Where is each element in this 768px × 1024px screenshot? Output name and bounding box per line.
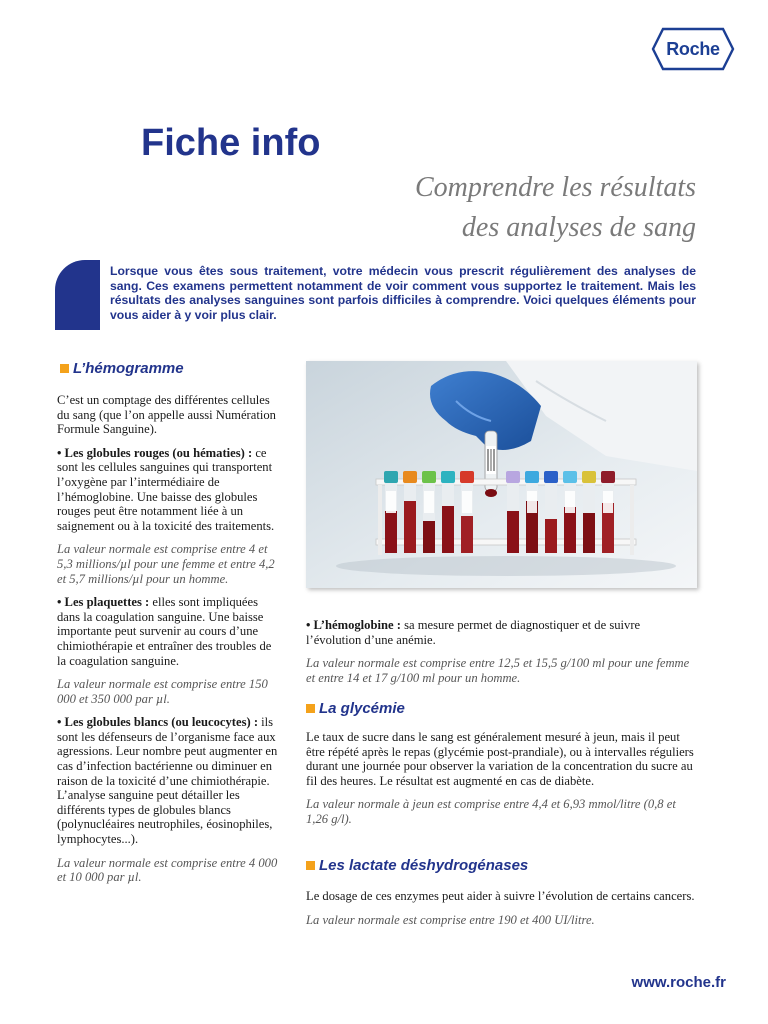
globules-blancs-norm: La valeur normale est comprise entre 4 000 et 10 000 par µl. (57, 855, 278, 885)
ldh-text: Le dosage de ces enzymes peut aider à suivre l’évolution de certains cancers. (306, 889, 695, 903)
globules-rouges-text: ce sont les cellules sanguines qui transportent l’oxygène par l’intermédiaire de l’hémoglobine. Une baisse des globules rouges peut être notamment liée à un saignement ou à la toxicité des traitements. (57, 445, 275, 533)
bullet-square-icon (60, 364, 69, 373)
left-column (57, 393, 281, 894)
glycemie-block (306, 730, 698, 836)
plaquettes-paragraph (57, 595, 281, 668)
hemoglobine-block (306, 618, 698, 694)
heading-text: La glycémie (319, 700, 405, 717)
roche-logo (651, 27, 735, 71)
glycemie-text: Le taux de sucre dans le sang est généralement mesuré à jeun, mais il peut être répété après le repas (glycémie post-prandiale), ou à intervalles réguliers durant une journée pour observer la variation de la concentration du sucre au fil des heures. Le résultat est augmenté en cas de diabète. (306, 730, 694, 788)
plaquettes-label: • Les plaquettes : (57, 595, 150, 610)
section-heading-hemogramme (60, 360, 184, 377)
blood-tubes-photo (306, 361, 697, 588)
bullet-square-icon (306, 704, 315, 713)
subtitle-line-1: Comprendre les résultats (414, 172, 696, 203)
heading-text: L’hémogramme (73, 360, 184, 377)
ldh-block (306, 889, 698, 936)
ldh-norm: La valeur normale est comprise entre 190 et 400 UI/litre. (306, 912, 595, 927)
hemoglobine-paragraph (306, 618, 698, 647)
section-heading-ldh (306, 857, 528, 874)
hemogramme-intro: C’est un comptage des différentes cellules du sang (que l’on appelle aussi Numération Formule Sanguine). (57, 393, 276, 437)
logo-text: Roche (666, 39, 720, 59)
plaquettes-text: elles sont impliquées dans la coagulation sanguine. Une baisse importante peut survenir au cours d’une chimiothérapie et entraîner des troubles de la coagulation sanguine. (57, 595, 272, 668)
hemoglobine-norm: La valeur normale est comprise entre 12,5 et 15,5 g/100 ml pour une femme et entre 14 et 17 g/100 ml pour un homme. (306, 656, 690, 685)
intro-accent-bar (55, 260, 100, 330)
hemoglobine-label: • L’hémoglobine : (306, 618, 401, 632)
hemoglobine-text: sa mesure permet de diagnostiquer et de suivre l’évolution d’une anémie. (306, 618, 641, 647)
globules-blancs-paragraph (57, 715, 281, 846)
footer-url[interactable]: www.roche.fr (631, 974, 726, 991)
glycemie-norm: La valeur normale à jeun est comprise entre 4,4 et 6,93 mmol/litre (0,8 et 1,26 g/l). (306, 797, 676, 826)
page-title: Fiche info (141, 122, 321, 164)
globules-blancs-label: • Les globules blancs (ou leucocytes) : (57, 715, 259, 730)
plaquettes-norm: La valeur normale est comprise entre 150 000 et 350 000 par µl. (57, 677, 268, 706)
bullet-square-icon (306, 861, 315, 870)
section-heading-glycemie (306, 700, 405, 717)
heading-text: Les lactate déshydrogénases (319, 857, 529, 874)
globules-rouges-label: • Les globules rouges (ou hématies) : (57, 445, 253, 460)
globules-blancs-text: ils sont les défenseurs de l’organisme face aux agressions. Leur nombre peut augmenter en cas d’infection bactérienne ou diminuer en raison de la toxicité d’une chimiothérapie. L’analyse sanguine peut détailler les différents types de globules blancs (polynucléaires neutrophiles, éosinophiles, lymphocytes...). (57, 715, 278, 847)
intro-paragraph: Lorsque vous êtes sous traitement, votre médecin vous prescrit régulièrement des analyses de sang. Ces examens permettent notamment de voir comment vous supportez le traitement. Mais les résultats des analyses sanguines sont parfois difficiles à comprendre. Voici quelques éléments pour vous aider à y voir plus clair. (110, 264, 696, 322)
globules-rouges-paragraph (57, 446, 281, 534)
subtitle-line-2: des analyses de sang (461, 212, 696, 243)
globules-rouges-norm: La valeur normale est comprise entre 4 et 5,3 millions/µl pour une femme et entre 4,2 et 5,7 millions/µl pour un homme. (57, 542, 275, 586)
